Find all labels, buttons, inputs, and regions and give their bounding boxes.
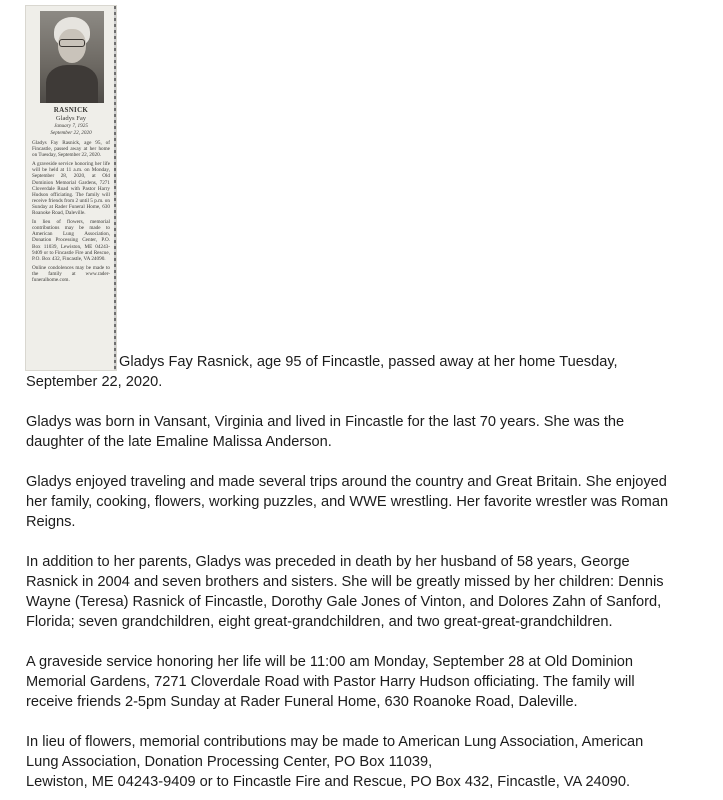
obituary-opening-line: Gladys Fay Rasnick, age 95 of Fincastle, passed away at her home Tuesday, (119, 354, 618, 370)
clipping-birth-date: January 7, 1925 (54, 123, 88, 129)
paragraph-service (26, 652, 716, 712)
text-line: her family, cooking, flowers, working puzzles, and WWE wrestling. Her favorite wrestler was Roman (26, 494, 669, 510)
portrait-photo (40, 11, 104, 103)
text-line: Reigns. (26, 514, 76, 530)
newspaper-clipping (26, 6, 116, 370)
paragraph-interests (26, 472, 716, 532)
torn-edge (114, 6, 116, 370)
text-line: In addition to her parents, Gladys was preceded in death by her husband of 58 years, George (26, 554, 630, 570)
clipping-surname: RASNICK (53, 106, 89, 114)
paragraph-date (26, 372, 716, 392)
clipping-paragraph: Gladys Fay Rasnick, age 95, of Fincastle, passed away at her home on Tuesday, September 22, 2020. (32, 140, 110, 159)
text-line: Rasnick in 2004 and seven brothers and sisters. She will be greatly missed by her children: Dennis (26, 574, 664, 590)
text-line: Wayne (Teresa) Rasnick of Fincastle, Dorothy Gale Jones of Vinton, and Dolores Zahn of Sanford, (26, 594, 662, 610)
text-line: Florida; seven grandchildren, eight great-grandchildren, and two great-great-grandchildren. (26, 614, 613, 630)
clipping-text (32, 106, 110, 283)
paragraph-family (26, 552, 716, 632)
text-line: A graveside service honoring her life will be 11:00 am Monday, September 28 at Old Dominion (26, 654, 634, 670)
clipping-paragraph: A graveside service honoring her life will be held at 11 a.m. on Monday, September 28, 2020, at Old Dominion Memorial Gardens, 7271 Cloverdale Road with Pastor Harry Hudson officiating. The family will receive friends from 2 until 5 p.m. on Sunday at Rader Funeral Home, 630 Roanoke Road, Daleville. (32, 161, 110, 217)
clipping-given-name: Gladys Fay (55, 115, 87, 122)
text-line: September 22, 2020. (26, 374, 163, 390)
clipping-death-date: September 22, 2020 (50, 130, 92, 136)
text-line: Gladys was born in Vansant, Virginia and lived in Fincastle for the last 70 years. She was the (26, 414, 625, 430)
obituary-body (26, 372, 716, 792)
text-line: Lung Association, Donation Processing Center, PO Box 11039, (26, 754, 433, 770)
text-line: Gladys enjoyed traveling and made several trips around the country and Great Britain. She enjoyed (26, 474, 667, 490)
text-line: daughter of the late Emaline Malissa Anderson. (26, 434, 332, 450)
text-line: receive friends 2-5pm Sunday at Rader Funeral Home, 630 Roanoke Road, Daleville. (26, 694, 578, 710)
text-line: In lieu of flowers, memorial contributions may be made to American Lung Association, American (26, 734, 644, 750)
paragraph-birth (26, 412, 716, 452)
text-line: Lewiston, ME 04243-9409 or to Fincastle Fire and Rescue, PO Box 432, Fincastle, VA 24090. (26, 774, 631, 790)
text-line: Memorial Gardens, 7271 Cloverdale Road with Pastor Harry Hudson officiating. The family will (26, 674, 635, 690)
clipping-paragraph: In lieu of flowers, memorial contributions may be made to American Lung Association, Donation Processing Center, P.O. Box 11039, Lewiston, ME 04243-9409 or to Fincastle Fire and Rescue, P.O. Box 432, Fincastle, VA 24090. (32, 219, 110, 262)
paragraph-memorial (26, 732, 716, 792)
clipping-paragraph: Online condolences may be made to the family at www.rader-funeralhome.com. (32, 264, 110, 283)
